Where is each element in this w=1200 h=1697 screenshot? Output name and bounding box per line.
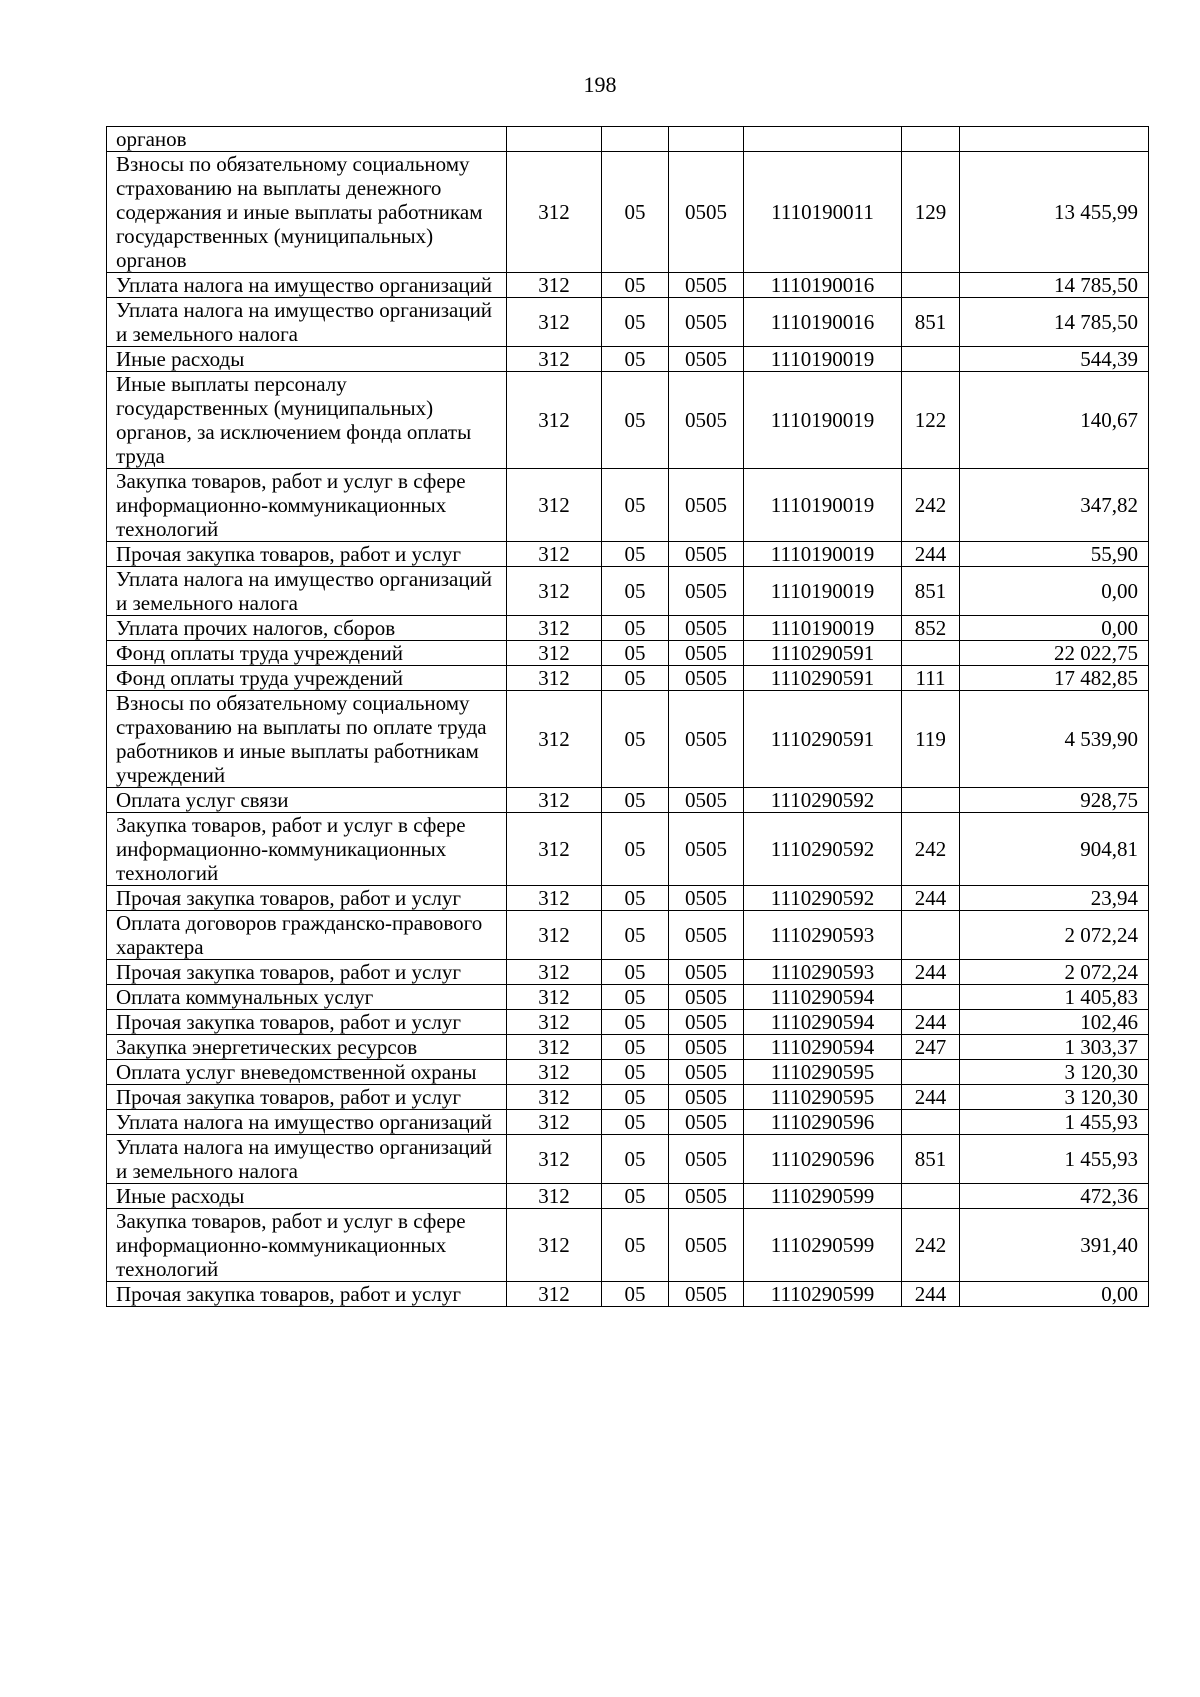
cell-section: 05	[602, 1184, 669, 1209]
cell-sum: 14 785,50	[960, 298, 1149, 347]
cell-section: 05	[602, 1135, 669, 1184]
cell-section: 05	[602, 641, 669, 666]
cell-target: 1110290593	[744, 960, 902, 985]
cell-target: 1110290599	[744, 1282, 902, 1307]
cell-grbs: 312	[507, 985, 602, 1010]
table-row	[107, 1085, 1149, 1110]
cell-section: 05	[602, 1010, 669, 1035]
cell-subsection: 0505	[669, 372, 744, 469]
cell-name: Прочая закупка товаров, работ и услуг	[107, 1085, 507, 1110]
cell-section: 05	[602, 691, 669, 788]
cell-subsection: 0505	[669, 1085, 744, 1110]
cell-subsection: 0505	[669, 298, 744, 347]
cell-grbs: 312	[507, 1184, 602, 1209]
cell-name: Закупка товаров, работ и услуг в сфере информационно-коммуникационных технологий	[107, 469, 507, 542]
cell-name: органов	[107, 127, 507, 152]
cell-section: 05	[602, 152, 669, 273]
cell-subsection: 0505	[669, 911, 744, 960]
table-row	[107, 347, 1149, 372]
table-row	[107, 127, 1149, 152]
cell-grbs: 312	[507, 1209, 602, 1282]
cell-target: 1110190016	[744, 298, 902, 347]
cell-target: 1110190019	[744, 567, 902, 616]
cell-section: 05	[602, 372, 669, 469]
cell-subsection: 0505	[669, 1060, 744, 1085]
cell-grbs: 312	[507, 666, 602, 691]
cell-sum: 1 455,93	[960, 1110, 1149, 1135]
cell-subsection: 0505	[669, 1184, 744, 1209]
cell-type	[902, 347, 960, 372]
cell-name: Иные расходы	[107, 347, 507, 372]
cell-subsection: 0505	[669, 1135, 744, 1184]
cell-name: Фонд оплаты труда учреждений	[107, 641, 507, 666]
table-row	[107, 886, 1149, 911]
cell-sum: 2 072,24	[960, 960, 1149, 985]
cell-sum: 1 405,83	[960, 985, 1149, 1010]
cell-type	[902, 273, 960, 298]
table-row	[107, 1035, 1149, 1060]
page-number: 198	[583, 72, 617, 97]
cell-grbs: 312	[507, 273, 602, 298]
table-row	[107, 152, 1149, 273]
cell-subsection: 0505	[669, 788, 744, 813]
cell-section: 05	[602, 347, 669, 372]
cell-section: 05	[602, 886, 669, 911]
cell-sum: 1 455,93	[960, 1135, 1149, 1184]
cell-name: Уплата прочих налогов, сборов	[107, 616, 507, 641]
table-row	[107, 1282, 1149, 1307]
cell-target: 1110290593	[744, 911, 902, 960]
cell-type: 851	[902, 1135, 960, 1184]
cell-sum: 0,00	[960, 616, 1149, 641]
cell-target: 1110190019	[744, 469, 902, 542]
cell-grbs: 312	[507, 641, 602, 666]
table-row	[107, 469, 1149, 542]
cell-target: 1110290596	[744, 1135, 902, 1184]
cell-type	[902, 911, 960, 960]
cell-subsection: 0505	[669, 1035, 744, 1060]
table-row	[107, 641, 1149, 666]
cell-type: 122	[902, 372, 960, 469]
table-row	[107, 960, 1149, 985]
cell-type	[902, 641, 960, 666]
cell-name: Закупка товаров, работ и услуг в сфере информационно-коммуникационных технологий	[107, 1209, 507, 1282]
cell-name: Уплата налога на имущество организаций и земельного налога	[107, 298, 507, 347]
cell-grbs: 312	[507, 886, 602, 911]
cell-type: 852	[902, 616, 960, 641]
cell-section: 05	[602, 273, 669, 298]
cell-target: 1110190019	[744, 347, 902, 372]
table-row	[107, 1010, 1149, 1035]
cell-grbs	[507, 127, 602, 152]
cell-type: 244	[902, 960, 960, 985]
cell-type: 247	[902, 1035, 960, 1060]
cell-subsection: 0505	[669, 666, 744, 691]
cell-type: 244	[902, 886, 960, 911]
cell-name: Уплата налога на имущество организаций и земельного налога	[107, 567, 507, 616]
cell-sum: 0,00	[960, 1282, 1149, 1307]
cell-grbs: 312	[507, 1135, 602, 1184]
cell-type	[902, 127, 960, 152]
budget-table	[106, 126, 1149, 1307]
cell-sum: 1 303,37	[960, 1035, 1149, 1060]
cell-type	[902, 1060, 960, 1085]
cell-target: 1110290596	[744, 1110, 902, 1135]
cell-type	[902, 788, 960, 813]
cell-type: 851	[902, 298, 960, 347]
cell-grbs: 312	[507, 788, 602, 813]
cell-subsection: 0505	[669, 886, 744, 911]
cell-subsection: 0505	[669, 960, 744, 985]
cell-section: 05	[602, 788, 669, 813]
cell-target: 1110190019	[744, 372, 902, 469]
cell-grbs: 312	[507, 1282, 602, 1307]
cell-name: Оплата услуг связи	[107, 788, 507, 813]
cell-name: Прочая закупка товаров, работ и услуг	[107, 1282, 507, 1307]
cell-grbs: 312	[507, 152, 602, 273]
cell-target: 1110290599	[744, 1184, 902, 1209]
table-row	[107, 813, 1149, 886]
cell-name: Прочая закупка товаров, работ и услуг	[107, 886, 507, 911]
cell-subsection: 0505	[669, 1209, 744, 1282]
cell-target: 1110190019	[744, 542, 902, 567]
cell-name: Оплата коммунальных услуг	[107, 985, 507, 1010]
cell-grbs: 312	[507, 813, 602, 886]
cell-type: 244	[902, 542, 960, 567]
cell-section	[602, 127, 669, 152]
cell-type: 244	[902, 1282, 960, 1307]
cell-section: 05	[602, 960, 669, 985]
cell-section: 05	[602, 911, 669, 960]
table-row	[107, 298, 1149, 347]
cell-subsection: 0505	[669, 813, 744, 886]
cell-target: 1110290591	[744, 691, 902, 788]
cell-subsection: 0505	[669, 691, 744, 788]
cell-sum: 904,81	[960, 813, 1149, 886]
cell-name: Уплата налога на имущество организаций и земельного налога	[107, 1135, 507, 1184]
cell-sum: 4 539,90	[960, 691, 1149, 788]
cell-target: 1110290592	[744, 813, 902, 886]
cell-target: 1110290594	[744, 985, 902, 1010]
cell-subsection: 0505	[669, 1110, 744, 1135]
cell-type: 111	[902, 666, 960, 691]
cell-grbs: 312	[507, 372, 602, 469]
cell-grbs: 312	[507, 567, 602, 616]
cell-subsection: 0505	[669, 616, 744, 641]
cell-grbs: 312	[507, 911, 602, 960]
cell-subsection: 0505	[669, 542, 744, 567]
cell-sum: 928,75	[960, 788, 1149, 813]
table-row	[107, 691, 1149, 788]
cell-sum: 13 455,99	[960, 152, 1149, 273]
cell-target: 1110290592	[744, 886, 902, 911]
cell-sum: 472,36	[960, 1184, 1149, 1209]
cell-grbs: 312	[507, 960, 602, 985]
cell-target	[744, 127, 902, 152]
cell-name: Уплата налога на имущество организаций	[107, 273, 507, 298]
cell-section: 05	[602, 985, 669, 1010]
cell-subsection: 0505	[669, 347, 744, 372]
cell-section: 05	[602, 298, 669, 347]
cell-grbs: 312	[507, 1110, 602, 1135]
cell-subsection: 0505	[669, 985, 744, 1010]
cell-sum: 140,67	[960, 372, 1149, 469]
cell-section: 05	[602, 1085, 669, 1110]
cell-name: Закупка товаров, работ и услуг в сфере информационно-коммуникационных технологий	[107, 813, 507, 886]
cell-section: 05	[602, 813, 669, 886]
cell-target: 1110290594	[744, 1010, 902, 1035]
cell-section: 05	[602, 469, 669, 542]
cell-subsection: 0505	[669, 469, 744, 542]
cell-target: 1110290592	[744, 788, 902, 813]
cell-grbs: 312	[507, 542, 602, 567]
cell-grbs: 312	[507, 1085, 602, 1110]
cell-type: 244	[902, 1010, 960, 1035]
cell-sum: 22 022,75	[960, 641, 1149, 666]
cell-target: 1110290591	[744, 641, 902, 666]
cell-section: 05	[602, 616, 669, 641]
cell-subsection: 0505	[669, 1010, 744, 1035]
cell-type: 244	[902, 1085, 960, 1110]
table-row	[107, 1135, 1149, 1184]
cell-name: Прочая закупка товаров, работ и услуг	[107, 960, 507, 985]
cell-subsection: 0505	[669, 273, 744, 298]
table-row	[107, 1110, 1149, 1135]
table-row	[107, 1209, 1149, 1282]
table-row	[107, 788, 1149, 813]
cell-section: 05	[602, 542, 669, 567]
cell-type	[902, 1110, 960, 1135]
cell-target: 1110190016	[744, 273, 902, 298]
cell-sum: 347,82	[960, 469, 1149, 542]
cell-name: Прочая закупка товаров, работ и услуг	[107, 542, 507, 567]
cell-grbs: 312	[507, 298, 602, 347]
table-row	[107, 616, 1149, 641]
cell-section: 05	[602, 666, 669, 691]
table-row	[107, 1184, 1149, 1209]
cell-subsection	[669, 127, 744, 152]
cell-name: Иные выплаты персоналу государственных (муниципальных) органов, за исключением фонда оплаты труда	[107, 372, 507, 469]
table-row	[107, 542, 1149, 567]
cell-type: 119	[902, 691, 960, 788]
cell-sum: 102,46	[960, 1010, 1149, 1035]
cell-subsection: 0505	[669, 641, 744, 666]
cell-type: 242	[902, 1209, 960, 1282]
cell-subsection: 0505	[669, 152, 744, 273]
table-row	[107, 1060, 1149, 1085]
cell-sum: 55,90	[960, 542, 1149, 567]
cell-sum: 544,39	[960, 347, 1149, 372]
cell-section: 05	[602, 1060, 669, 1085]
cell-sum: 3 120,30	[960, 1085, 1149, 1110]
cell-name: Взносы по обязательному социальному страхованию на выплаты по оплате труда работников и иные выплаты работникам учреждений	[107, 691, 507, 788]
table-row	[107, 567, 1149, 616]
cell-sum: 0,00	[960, 567, 1149, 616]
cell-target: 1110290591	[744, 666, 902, 691]
cell-type: 242	[902, 813, 960, 886]
cell-type	[902, 1184, 960, 1209]
cell-section: 05	[602, 1209, 669, 1282]
cell-sum: 3 120,30	[960, 1060, 1149, 1085]
cell-grbs: 312	[507, 469, 602, 542]
cell-sum: 17 482,85	[960, 666, 1149, 691]
cell-sum: 2 072,24	[960, 911, 1149, 960]
cell-sum	[960, 127, 1149, 152]
cell-grbs: 312	[507, 1010, 602, 1035]
cell-name: Иные расходы	[107, 1184, 507, 1209]
cell-name: Оплата договоров гражданско-правового характера	[107, 911, 507, 960]
cell-name: Фонд оплаты труда учреждений	[107, 666, 507, 691]
cell-grbs: 312	[507, 1035, 602, 1060]
cell-type: 242	[902, 469, 960, 542]
table-row	[107, 273, 1149, 298]
cell-target: 1110290595	[744, 1085, 902, 1110]
cell-section: 05	[602, 1110, 669, 1135]
cell-target: 1110290594	[744, 1035, 902, 1060]
cell-name: Взносы по обязательному социальному страхованию на выплаты денежного содержания и иные выплаты работникам государственных (муниципальных) органов	[107, 152, 507, 273]
cell-grbs: 312	[507, 616, 602, 641]
table-row	[107, 372, 1149, 469]
cell-sum: 14 785,50	[960, 273, 1149, 298]
cell-grbs: 312	[507, 691, 602, 788]
cell-sum: 23,94	[960, 886, 1149, 911]
cell-type	[902, 985, 960, 1010]
table-row	[107, 911, 1149, 960]
cell-target: 1110290599	[744, 1209, 902, 1282]
cell-name: Уплата налога на имущество организаций	[107, 1110, 507, 1135]
cell-grbs: 312	[507, 347, 602, 372]
cell-target: 1110190011	[744, 152, 902, 273]
table-body	[107, 127, 1149, 1307]
cell-type: 851	[902, 567, 960, 616]
cell-subsection: 0505	[669, 567, 744, 616]
cell-section: 05	[602, 1282, 669, 1307]
cell-sum: 391,40	[960, 1209, 1149, 1282]
cell-type: 129	[902, 152, 960, 273]
cell-section: 05	[602, 567, 669, 616]
cell-name: Закупка энергетических ресурсов	[107, 1035, 507, 1060]
cell-target: 1110190019	[744, 616, 902, 641]
cell-subsection: 0505	[669, 1282, 744, 1307]
cell-grbs: 312	[507, 1060, 602, 1085]
cell-target: 1110290595	[744, 1060, 902, 1085]
cell-name: Прочая закупка товаров, работ и услуг	[107, 1010, 507, 1035]
table-row	[107, 985, 1149, 1010]
cell-section: 05	[602, 1035, 669, 1060]
table-row	[107, 666, 1149, 691]
cell-name: Оплата услуг вневедомственной охраны	[107, 1060, 507, 1085]
